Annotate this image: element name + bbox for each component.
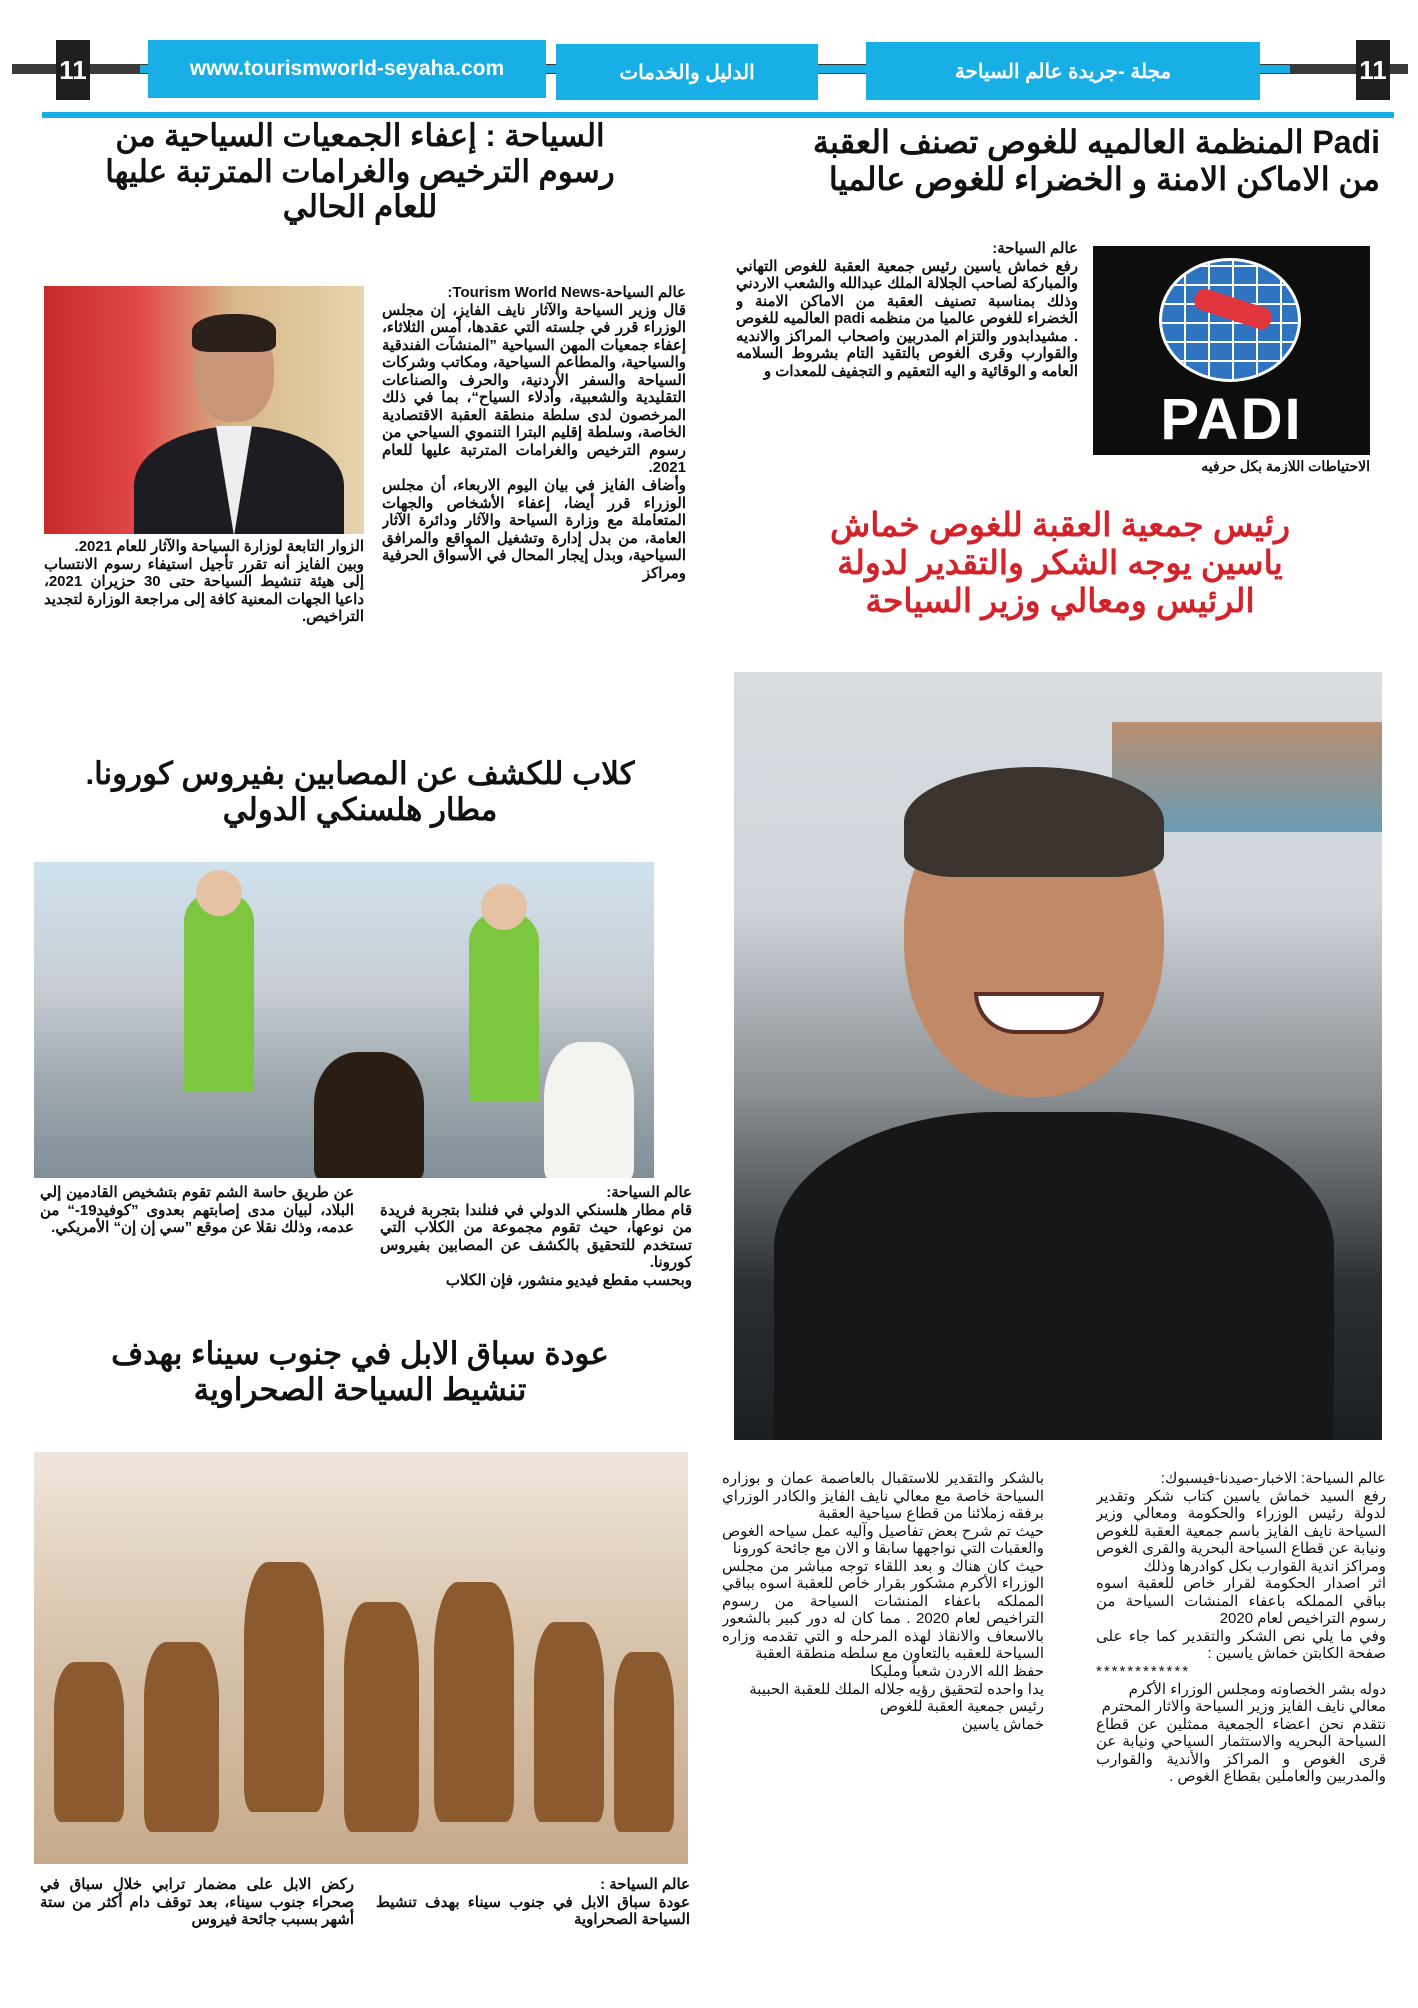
thanks-paragraph: دوله بشر الخصاونه ومجلس الوزراء الأكرم <box>1128 1680 1386 1698</box>
thanks-paragraph: نتقدم نحن اعضاء الجمعية ممثلين عن قطاع السياحة البحريه والاستثمار السياحي ونيابة عن قرى الغوص و المراكز والأندية والقوارب والمدربين والعاملين بقطاع الغوص . <box>1096 1715 1386 1786</box>
padi-wordmark: PADI <box>1160 387 1303 452</box>
dog-black <box>314 1052 424 1178</box>
exemption-body <box>382 284 686 744</box>
exemption-headline <box>30 118 690 225</box>
camel-paragraph: عودة سباق الابل في جنوب سيناء بهدف تنشيط السياحة الصحراوية <box>376 1893 690 1929</box>
publication-title: مجلة -جريدة عالم السياحة <box>866 42 1260 100</box>
exemption-paragraph: قال وزير السياحة والآثار نايف الفايز، إن مجلس الوزراء قرر في جلسته التي عقدها، أمس الثلاثاء، إعفاء جمعيات المهن السياحية ”المنشآت الفندقية والسياحية، والمطاعم السياحية، ومكاتب وشركات السياحة والسفر الأردنية، والحرف والصناعات التقليدية والشعبية، وأدلاء السياح“، بما في ذلك المرخصون لدى سلطة منطقة العقبة الاقتصادية الخاصة، وسلطة إقليم البترا التنموي السياحي من رسوم الترخيص والغرامات المترتبة عليها للعام 2021. <box>382 301 686 477</box>
thanks-column-2 <box>722 1470 1044 1733</box>
website-link[interactable]: www.tourismworld-seyaha.com <box>148 40 546 98</box>
thanks-paragraph: حفظ الله الاردن شعباً ومليكا <box>870 1663 1044 1681</box>
dog-white <box>544 1042 634 1178</box>
hair <box>904 767 1164 877</box>
camel <box>434 1582 514 1822</box>
handler-1 <box>184 892 254 1092</box>
thanks-column-1 <box>1096 1470 1386 1786</box>
exemption-headline-line1: السياحة : إعفاء الجمعيات السياحية من <box>115 118 605 153</box>
dogs-headline-line1: كلاب للكشف عن المصابين بفيروس كورونا. <box>85 756 635 791</box>
camel-headline <box>30 1336 690 1407</box>
thanks-paragraph: معالي نايف الفايز وزير السياحة والاثار المحترم <box>1101 1698 1386 1716</box>
handler-2 <box>469 912 539 1102</box>
padi-headline-line1: Padi المنظمة العالميه للغوص تصنف العقبة <box>812 124 1380 160</box>
handler-1-head <box>196 870 242 916</box>
padi-continuation: الاحتياطات اللازمة بكل حرفيه <box>1201 458 1370 474</box>
thanks-paragraph: حيث تم شرح بعض تفاصيل وآليه عمل سياحه الغوص والعقبات التي نواجهها سابقا و الان مع جائحة كورونا <box>722 1522 1044 1558</box>
thanks-signature-name: خماش ياسين <box>961 1715 1044 1733</box>
camel-race-photo <box>34 1452 688 1864</box>
camel-byline: عالم السياحة : <box>600 1876 690 1893</box>
thanks-byline: عالم السياحة: الاخبار-صيدنا-فيسبوك: <box>1160 1470 1386 1487</box>
camel <box>344 1602 419 1832</box>
padi-logo-image <box>1093 246 1370 455</box>
thanks-headline-line2: ياسين يوجه الشكر والتقدير لدولة <box>837 543 1283 581</box>
padi-paragraph: رفع خماش ياسين رئيس جمعية العقبة للغوص التهاني والمباركة لصاحب الجلالة الملك عبدالله والشعب الاردني وذلك بمناسبة تصنيف العقبة من الاماكن الامنة و الخضراء للغوص عالميا من منظمه padi العالميه للغوص . مشيدابدور والتزام المدربين واصحاب المراكز والانديه والقوارب وقرى الغوص بالتقيد التام بشروط السلامه العامه و الوقائية و اليه التعقيم و التجفيف للمعدات و <box>736 257 1078 380</box>
page-number-right: 11 <box>1356 40 1390 100</box>
page-number-left: 11 <box>56 40 90 100</box>
padi-headline-line2: من الاماكن الامنة و الخضراء للغوص عالميا <box>828 160 1380 197</box>
minister-photo <box>44 286 364 534</box>
camel <box>614 1652 674 1832</box>
section-label: الدليل والخدمات <box>556 44 818 100</box>
thanks-paragraph: وفي ما يلي نص الشكر والتقدير كما جاء على صفحة الكابتن خماش ياسين : <box>1096 1627 1386 1663</box>
thanks-headline <box>740 506 1380 620</box>
camel <box>534 1622 604 1822</box>
thanks-paragraph: حيث كان هناك و بعد اللقاء توجه مباشر من مجلس الوزراء الأكرم مشكور بقرار خاص للعقبة اسوه بباقي المملكه باعفاء المنشات السياحة من رسوم التراخيص لعام 2020 . مما كان له دور كبير بالشعور بالاسعاف والانقاذ لهذه المرحله و التي تقدمه وزاره السياحة للعقبه بالتعاون مع سلطه منطقة العقبة <box>722 1557 1044 1663</box>
diver-photo <box>734 672 1382 1440</box>
hair <box>192 314 276 352</box>
camel-headline-line1: عودة سباق الابل في جنوب سيناء بهدف <box>111 1336 609 1371</box>
camel-column-1 <box>376 1876 690 1929</box>
dogs-byline: عالم السياحة: <box>606 1184 692 1201</box>
handler-2-head <box>481 884 527 930</box>
padi-byline: عالم السياحة: <box>992 240 1078 257</box>
thanks-signature-title: رئيس جمعية العقبة للغوص <box>879 1698 1044 1716</box>
thanks-separator: ************ <box>1096 1663 1191 1681</box>
exemption-headline-line2: رسوم الترخيص والغرامات المترتبة عليها <box>105 153 615 189</box>
camel-headline-line2: تنشيط السياحة الصحراوية <box>193 1371 527 1407</box>
thanks-paragraph: بالشكر والتقدير للاستقبال بالعاصمة عمان و بوزاره السياحة خاصة مع معالي نايف الفايز والكادر الوزراي برفقه زملائنا من قطاع سياحية العقبة <box>722 1470 1044 1523</box>
dogs-column-2 <box>40 1184 354 1237</box>
dogs-paragraph: قام مطار هلسنكي الدولي في فنلندا بتجربة فريدة من نوعها، حيث تقوم مجموعة من الكلاب التي تستخدم للتحقيق بالكشف عن المصابين بفيروس كورونا. <box>380 1201 692 1272</box>
thanks-headline-line3: الرئيس ومعالي وزير السياحة <box>865 581 1255 619</box>
padi-headline <box>720 124 1380 198</box>
globe-icon <box>1159 258 1301 382</box>
dogs-column-1 <box>380 1184 692 1289</box>
camel <box>54 1662 124 1822</box>
thanks-paragraph: اثر اصدار الحكومة لقرار خاص للعقبة اسوه بباقي المملكه باعفاء المنشات السياحة من رسوم التراخيص لعام 2020 <box>1096 1575 1386 1628</box>
padi-article-body <box>736 240 1078 478</box>
camel <box>144 1642 219 1832</box>
exemption-headline-line3: للعام الحالي <box>282 189 438 225</box>
camel <box>244 1562 324 1812</box>
exemption-continuation <box>44 538 364 626</box>
wetsuit <box>774 1112 1334 1440</box>
dogs-headline <box>20 756 700 827</box>
dogs-headline-line2: مطار هلسنكي الدولي <box>222 791 498 827</box>
exemption-paragraph: الزوار التابعة لوزارة السياحة والآثار للعام 2021. <box>74 538 364 555</box>
exemption-paragraph: وأضاف الفايز في بيان اليوم الاربعاء، أن مجلس الوزراء قرر أيضا، إعفاء الأشخاص والجهات المتعاملة مع وزارة السياحة والآثار ودائرة الآثار العامة، من بدل إدارة وتشغيل المواقع والمرافق السياحية، وبدل إيجار المحال في الأسواق الحرفية ومراكز <box>382 477 686 582</box>
camel-column-2 <box>40 1876 354 1929</box>
thanks-headline-line1: رئيس جمعية العقبة للغوص خماش <box>829 506 1291 543</box>
camel-paragraph: ركض الابل على مضمار ترابي خلال سباق في صحراء جنوب سيناء، بعد توقف دام أكثر من ستة أشهر بسبب جائحة فيروس <box>40 1876 354 1929</box>
exemption-byline: عالم السياحة-Tourism World News: <box>447 284 686 301</box>
exemption-paragraph: وبين الفايز أنه تقرر تأجيل استيفاء رسوم الانتساب إلى هيئة تنشيط السياحة حتى 30 حزيران 2021، داعيا الجهات المعنية كافة إلى مراجعة الوزارة لتجديد التراخيص. <box>44 555 364 626</box>
thanks-paragraph: رفع السيد خماش ياسين كتاب شكر وتقدير لدولة رئيس الوزراء والحكومة ومعالي وزير السياحة نايف الفايز باسم جمعية العقبة للغوص ونيابة عن قطاع السياحة البحرية والقرى الغوص ومراكز اندية القوارب بكل كوادرها وذلك <box>1096 1487 1386 1575</box>
dogs-paragraph: عن طريق حاسة الشم تقوم بتشخيص القادمين إلي البلاد، لبيان مدى إصابتهم بعدوى ”كوفيد19-“ من عدمه، وذلك نقلا عن موقع ”سي إن إن“ الأمريكي. <box>40 1184 354 1237</box>
airport-dogs-photo <box>34 862 654 1178</box>
dogs-paragraph: وبحسب مقطع فيديو منشور، فإن الكلاب <box>445 1271 692 1289</box>
thanks-paragraph: يدا واحده لتحقيق رؤيه جلاله الملك للعقبة الحبيبة <box>749 1680 1044 1698</box>
